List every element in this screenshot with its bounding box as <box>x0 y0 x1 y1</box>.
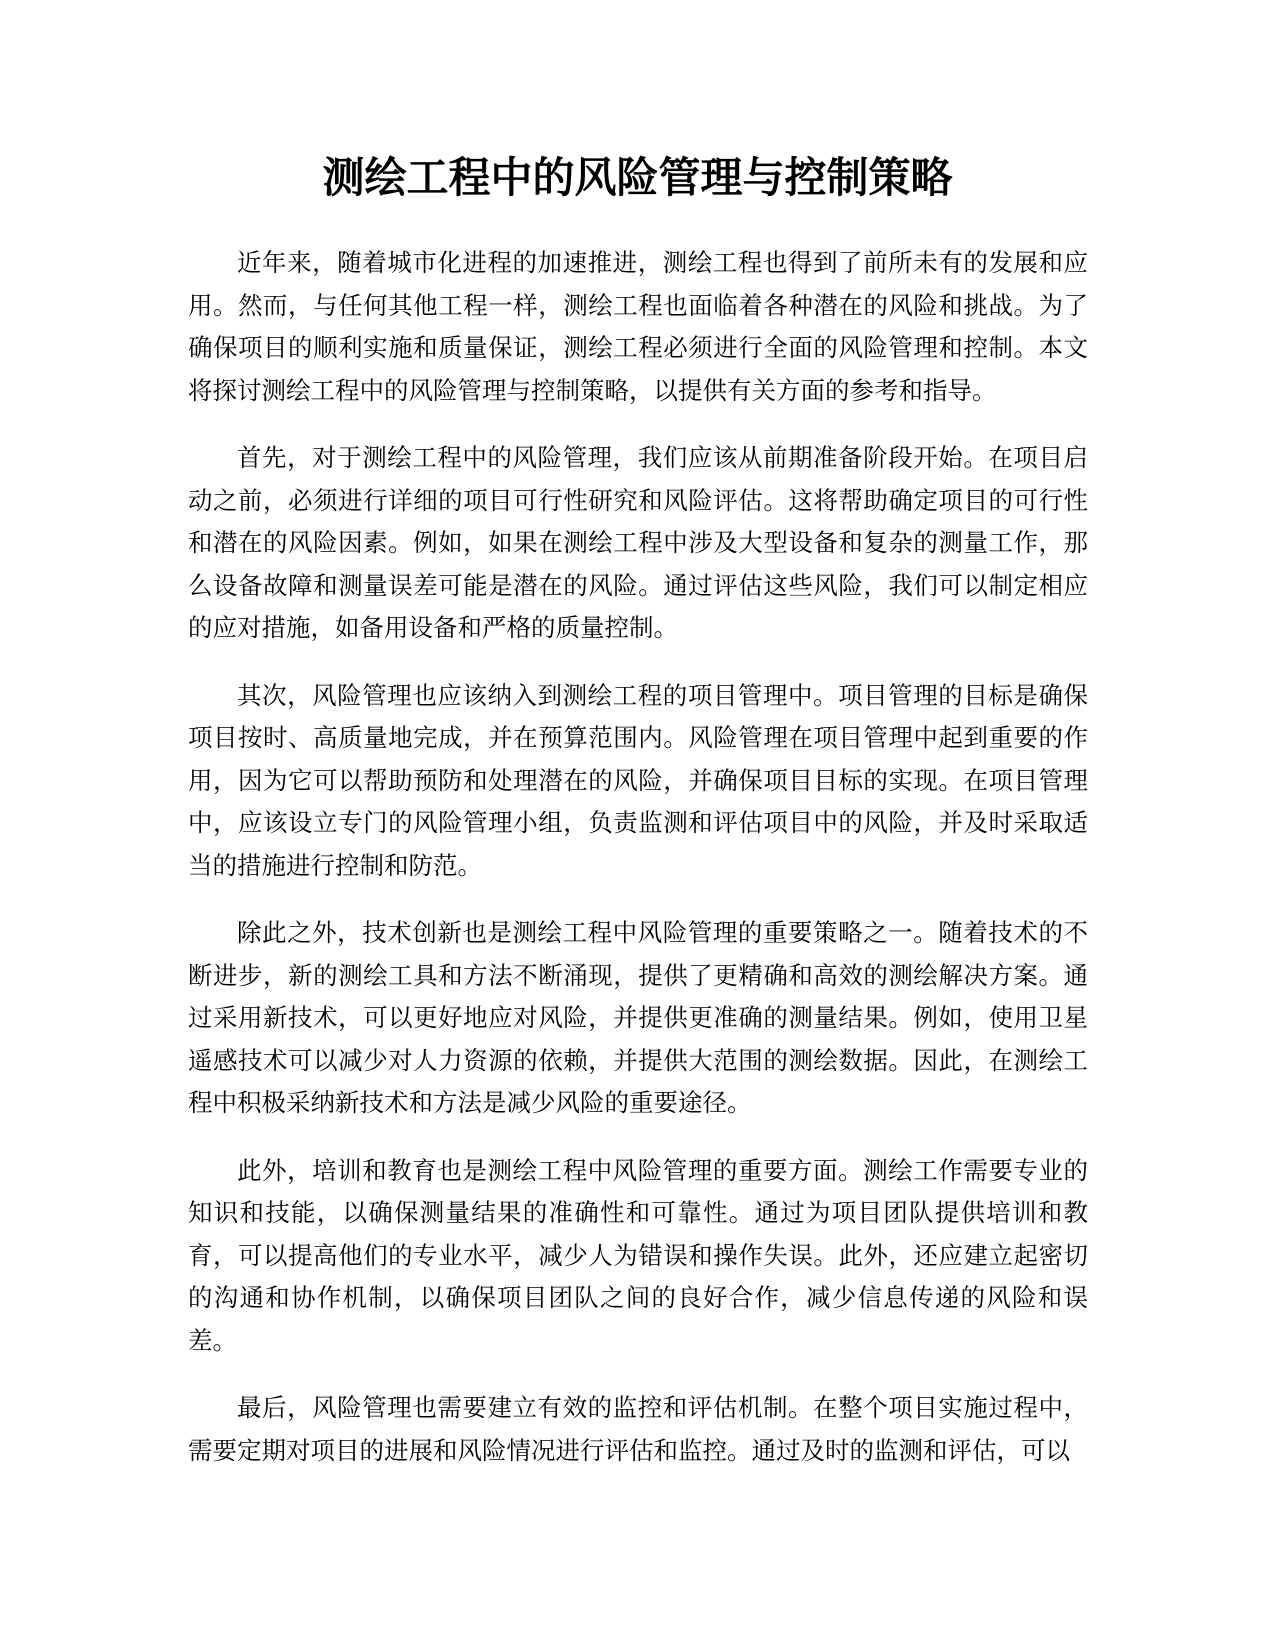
paragraph-6: 最后，风险管理也需要建立有效的监控和评估机制。在整个项目实施过程中，需要定期对项目的进展和风险情况进行评估和监控。通过及时的监测和评估，可以 <box>188 1393 1088 1465</box>
paragraph-4: 除此之外，技术创新也是测绘工程中风险管理的重要策略之一。随着技术的不断进步，新的测绘工具和方法不断涌现，提供了更精确和高效的测绘解决方案。通过采用新技术，可以更好地应对风险，并提供更准确的测量结果。例如，使用卫星遥感技术可以减少对人力资源的依赖，并提供大范围的测绘数据。因此，在测绘工程中积极采纳新技术和方法是减少风险的重要途径。 <box>188 918 1088 1117</box>
document-body <box>188 242 1088 1497</box>
paragraph-1: 近年来，随着城市化进程的加速推进，测绘工程也得到了前所未有的发展和应用。然而，与任何其他工程一样，测绘工程也面临着各种潜在的风险和挑战。为了确保项目的顺利实施和质量保证，测绘工程必须进行全面的风险管理和控制。本文将探讨测绘工程中的风险管理与控制策略，以提供有关方面的参考和指导。 <box>188 248 1088 405</box>
paragraph-5: 此外，培训和教育也是测绘工程中风险管理的重要方面。测绘工作需要专业的知识和技能，以确保测量结果的准确性和可靠性。通过为项目团队提供培训和教育，可以提高他们的专业水平，减少人为错误和操作失误。此外，还应建立起密切的沟通和协作机制，以确保项目团队之间的良好合作，减少信息传递的风险和误差。 <box>188 1155 1088 1355</box>
paragraph-2: 首先，对于测绘工程中的风险管理，我们应该从前期准备阶段开始。在项目启动之前，必须进行详细的项目可行性研究和风险评估。这将帮助确定项目的可行性和潜在的风险因素。例如，如果在测绘工程中涉及大型设备和复杂的测量工作，那么设备故障和测量误差可能是潜在的风险。通过评估这些风险，我们可以制定相应的应对措施，如备用设备和严格的质量控制。 <box>188 443 1088 642</box>
document-title: 测绘工程中的风险管理与控制策略 <box>322 153 953 202</box>
paragraph-3: 其次，风险管理也应该纳入到测绘工程的项目管理中。项目管理的目标是确保项目按时、高质量地完成，并在预算范围内。风险管理在项目管理中起到重要的作用，因为它可以帮助预防和处理潜在的风险，并确保项目目标的实现。在项目管理中，应该设立专门的风险管理小组，负责监测和评估项目中的风险，并及时采取适当的措施进行控制和防范。 <box>188 680 1088 880</box>
